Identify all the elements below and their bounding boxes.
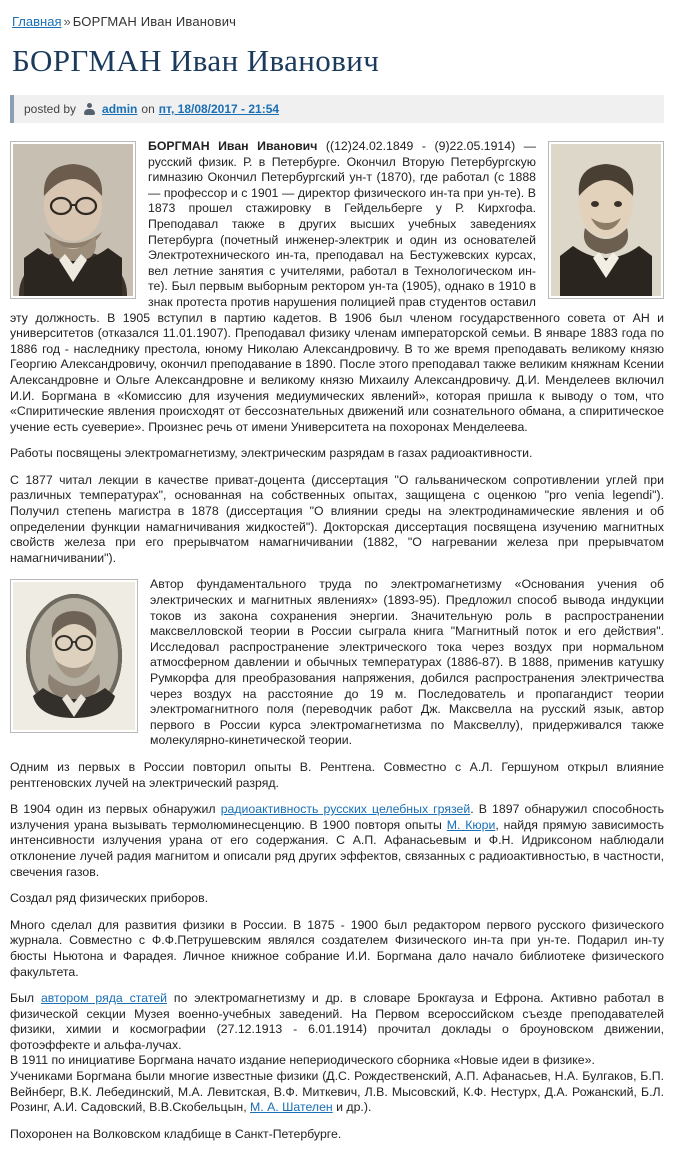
portrait-borgman-young	[548, 141, 664, 299]
paragraph-students	[10, 1069, 664, 1116]
post-date[interactable]: пт, 18/08/2017 - 21:54	[158, 102, 280, 116]
students-text-1: Учениками Боргмана были многие известные физики (Д.С. Рождественский, А.П. Афанасьев, Н.А. Булгаков, Б.П. Вейнберг, В.К. Лебединский, М.А. Левитская, В.Ф. Миткевич, Л.В. Мысовский, К.Ф. Нестурх, Д.А. Рожанский, Б.Л. Розинг, А.И. Садовский, В.В.Скобельцын,	[10, 1069, 664, 1115]
subject-name: БОРГМАН Иван Иванович	[148, 139, 318, 153]
breadcrumb-home-link[interactable]: Главная	[12, 14, 62, 29]
paragraph-works-topic: Работы посвящены электромагнетизму, электрическим разрядам в газах радиоактивности.	[10, 446, 533, 461]
radioactivity-text-1: В 1904 один из первых обнаружил	[10, 802, 221, 817]
paragraph-electromagnetism: Автор фундаментального труда по электромагнетизму «Основания учения об электрических и магнитных явлениях» (1893-95). Предложил способ вывода индукции токов из закона сохранения энергии. Значительную роль в распространении максвелловской теории в России сыграла книга "Магнитный поток и его действия". Исследовал распространение электрического тока через воздух при нормальном атмосферном давлении и обычных температурах (1886-87). В 1888, применив катушку Румкорфа для преобразования напряжения, добился распространения электричества через воздух на расстояние до 19 м. Последователь и пропагандист теории электромагнитного поля (переводчик работ Дж. Максвелла на русский язык, автор первого в России курса электромагнетизма по Максвеллу), придерживался также молекулярно-кинетической теории.	[150, 577, 664, 748]
paragraph-lectures: С 1877 читал лекции в качестве приват-доцента (диссертация "О гальваническом сопротивлении углей при различных температурах", основанная на собственных опытах, защищена с оценкою "pro venia legendi"). Получил степень магистра в 1878 (диссертация "О влиянии среды на электродинамические явления и об определении функции намагничивания жидкостей"). Докторская диссертация посвящена изучению магнитных свойств железа при его прерывчатом намагничивании (1882, "О нагревании железа при прерывчатом намагничивании").	[10, 472, 664, 565]
articles-text-2: по электромагнетизму и др. в словаре Брокгауза и Ефрона. Активно работал в физической секции Музея военно-учебных заведений. На Первом всероссийском съезде преподавателей физики, химии и космографии (27.12.1913 - 6.01.1914) прочитал доклады о броуновском движении, фотоэффекте и альфа-лучах.	[10, 991, 665, 1052]
radioactivity-text-3: , найдя прямую зависимость интенсивности излучения урана от его содержания. С А.П. Афанасьевым и Ф.Н. Идриксоном наблюдали отклонение лучей радия магнитом и описали ряд других эффектов, связанных с радиоактивностью, в частности, свечения газов.	[10, 817, 664, 879]
page-title: БОРГМАН Иван Иванович	[12, 43, 380, 78]
breadcrumb-separator: »	[63, 14, 71, 29]
paragraph-roentgen: Одним из первых в России повторил опыты В. Рентгена. Совместно с А.Л. Гершуном открыл влияние рентгеновских лучей на электрический разряд.	[10, 759, 664, 790]
radioactivity-text-2: . В 1897 обнаружил способность излучения урана вызывать термолюминесценцию. В 1900 повторя опыты	[10, 802, 665, 832]
paragraph-radioactivity	[10, 802, 664, 880]
electromagnetism-block	[10, 577, 664, 760]
link-curie[interactable]: М. Кюри	[446, 817, 496, 832]
paragraph-articles-author	[10, 991, 664, 1053]
posted-by-label: posted by	[24, 102, 77, 116]
portrait-borgman-young-image	[551, 144, 661, 296]
articles-text-1: Был	[10, 991, 41, 1006]
students-text-2: и др.).	[332, 1100, 372, 1115]
link-articles-author[interactable]: автором ряда статей	[40, 991, 168, 1006]
paragraph-burial: Похоронен на Волковском кладбище в Санкт-Петербурге.	[10, 1126, 342, 1141]
breadcrumb	[12, 14, 664, 29]
on-label: on	[141, 102, 155, 116]
intro-block	[10, 139, 664, 446]
portrait-borgman-oval-image	[13, 582, 135, 730]
paragraph-devices: Создал ряд физических приборов.	[10, 891, 209, 906]
link-shatelen[interactable]: М. А. Шателен	[250, 1100, 333, 1115]
paragraph-intro-text: ((12)24.02.1849 - (9)22.05.1914) — русский физик. Р. в Петербурге. Окончил Вторую Петербургскую гимназию Окончил Петербургский ун-т (1870), где работал (с 1888 — профессор и с 1901 — директор физического ин-та при ун-те). В 1873 прошел стажировку в Гейдельберге у Р. Кирхгофа. Преподавал также в других высших учебных заведениях Петербурга (почетный инженер-электрик и один из основателей Электротехнического ин-та, преподавал на Бестужевских курсах, вел летние занятия с учителями, работал в Технологическом ин-те). Был первым выборным ректором ун-та (1905), однако в 1910 в знак протеста против нарушения полицией прав студентов оставил эту должность. В 1905 вступил в партию кадетов. В 1906 был членом государственного совета от АН и университетов (отказался 11.01.1907). Преподавал физику членам императорской семьи. В январе 1883 года по 1886 год - наследнику престола, юному Николаю Александровичу. В то же время преподавать великому князю Георгию Александровичу, окончил преподавание в 1890. После этого преподавал также великим княжнам Ксении Александровне и Ольге Александровне и великому князю Михаилу Александровичу. Д.И. Менделеев включил И.И. Боргмана в «Комиссию для изучения медиумических явлений», которая пришла к выводу о том, что «Спиритические явления происходят от бессознательных движений или сознательного обмана, а спиритическое учение есть суеверие». Произнес речь от имени Университета на похоронах Менделеева.	[10, 139, 664, 434]
portrait-borgman-older-image	[13, 144, 133, 296]
author-link[interactable]: admin	[102, 102, 138, 116]
post-meta-bar	[10, 95, 664, 123]
portrait-borgman-oval	[10, 579, 138, 733]
paragraph-physics-development: Много сделал для развития физики в России. В 1875 - 1900 был редактором первого русского физического журнала. Совместно с Ф.Ф.Петрушевским являлся создателем Физического ин-та при ун-те. Подарил ин-ту бюсты Ньютона и Фарадея. Личное книжное собрание И.И. Боргмана дало начало библиотеке физического факультета.	[10, 917, 664, 979]
portrait-borgman-older	[10, 141, 136, 299]
breadcrumb-current: БОРГМАН Иван Иванович	[72, 14, 237, 29]
user-icon	[84, 103, 95, 115]
link-radioactivity-muds[interactable]: радиоактивность русских целебных грязей	[220, 802, 471, 817]
article-body	[10, 139, 664, 1142]
paragraph-new-ideas: В 1911 по инициативе Боргмана начато издание непериодического сборника «Новые идеи в физике».	[10, 1053, 595, 1068]
